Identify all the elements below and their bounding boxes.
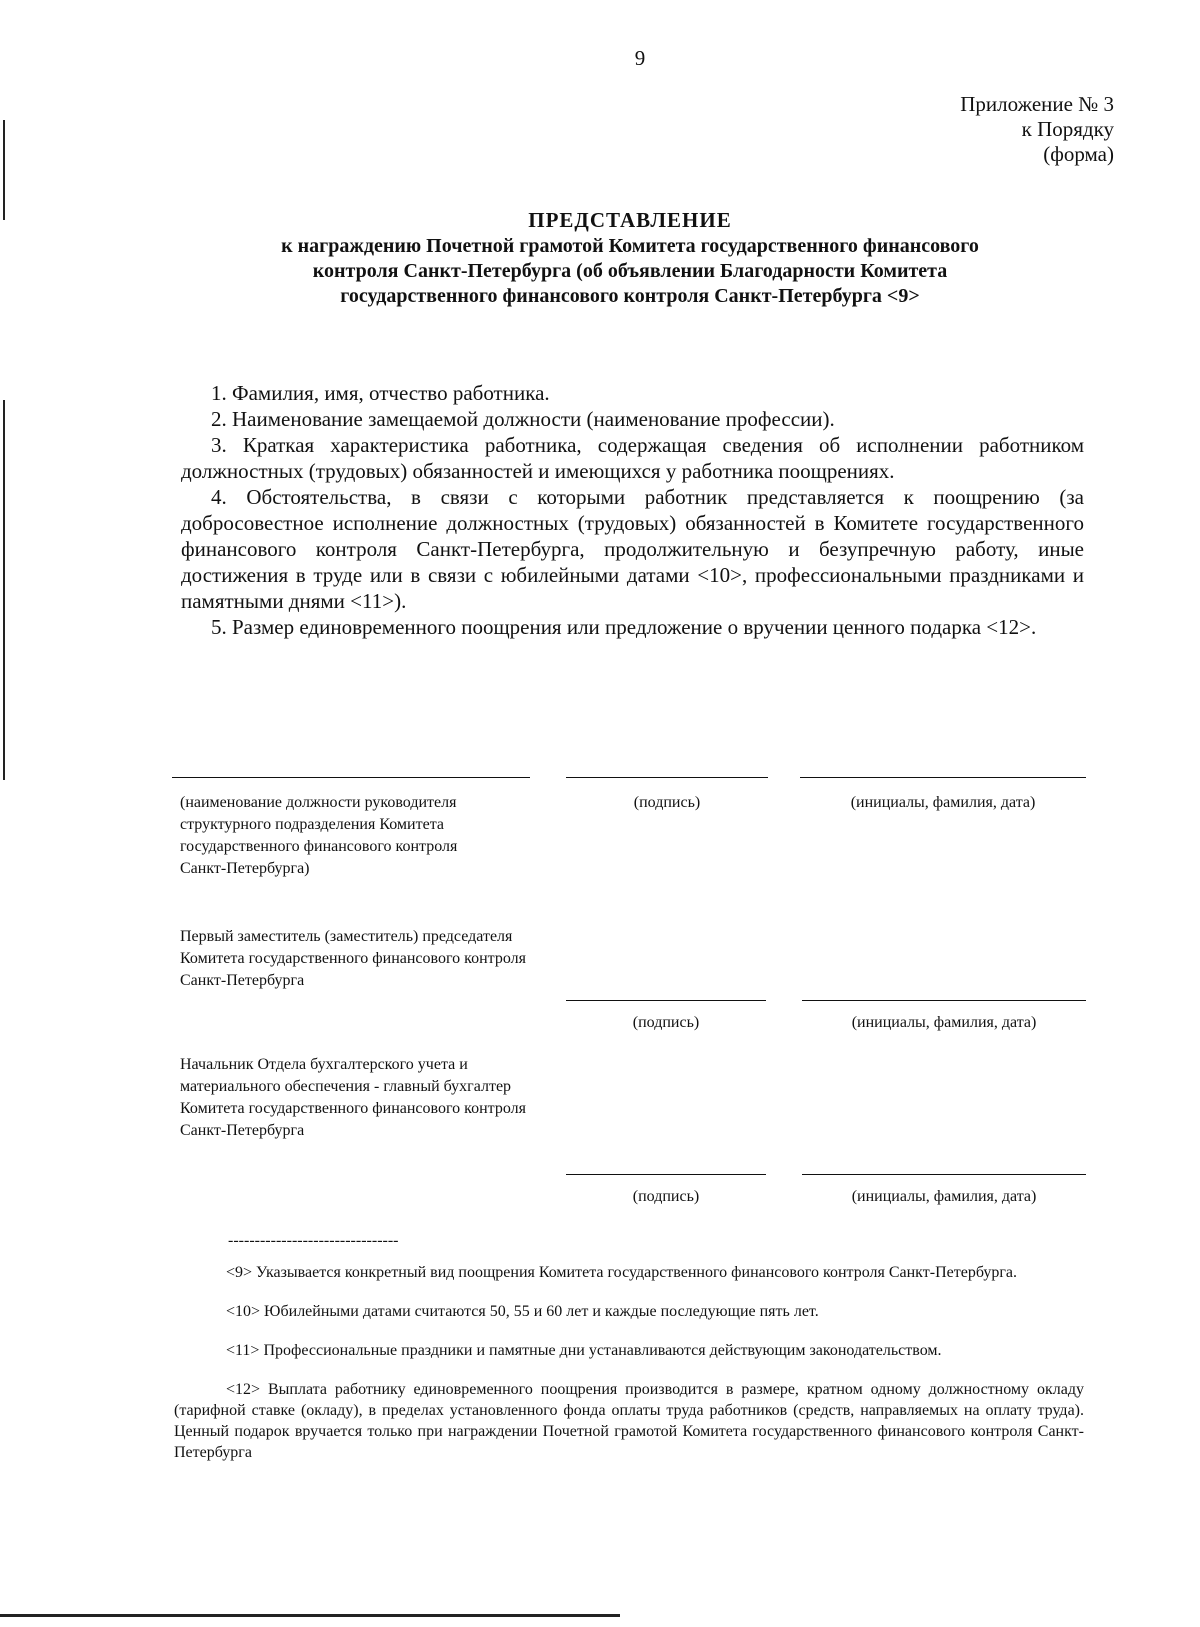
footnote: <9> Указывается конкретный вид поощрения Комитета государственного финансового контроля Санкт-Петербурга.	[226, 1264, 1018, 1281]
title-main: ПРЕДСТАВЛЕНИЕ	[528, 208, 732, 232]
form-item: 1. Фамилия, имя, отчество работника.	[211, 381, 550, 405]
appendix-line: к Порядку	[1021, 117, 1114, 141]
signature-caption: (подпись)	[632, 1188, 700, 1205]
signature-line	[566, 777, 768, 778]
footnotes	[174, 1262, 1084, 1481]
appendix-line: Приложение № 3	[960, 92, 1114, 116]
appendix-note	[814, 92, 1114, 167]
appendix-line: (форма)	[1043, 142, 1114, 166]
signature-caption: (подпись)	[633, 794, 701, 811]
footnote: <11> Профессиональные праздники и памятные дни устанавливаются действующим законодательством.	[226, 1342, 942, 1359]
page-number: 9	[634, 46, 646, 70]
initials-line	[802, 1000, 1086, 1001]
footnote: <12> Выплата работнику единовременного поощрения производится в размере, кратном одному должностному окладу (тарифной ставке (окладу), в пределах установленного фонда оплаты труда работников (средств, направляемых на оплату труда). Ценный подарок вручается только при награждении Почетной грамотой Комитета государственного финансового контроля Санкт-Петербурга	[174, 1381, 1084, 1461]
initials-line	[800, 777, 1086, 778]
signature-caption: (подпись)	[632, 1014, 700, 1031]
form-item: 2. Наименование замещаемой должности (наименование профессии).	[211, 407, 835, 431]
initials-caption: (инициалы, фамилия, дата)	[850, 794, 1036, 811]
form-item: 3. Краткая характеристика работника, содержащая сведения об исполнении работником должностных (трудовых) обязанностей и имеющихся у работника поощрениях.	[181, 433, 1084, 483]
footnote-separator: --------------------------------	[228, 1232, 399, 1249]
position-caption: (наименование должности руководителя структурного подразделения Комитета государственного финансового контроля Санкт-Петербурга)	[180, 794, 458, 877]
document-title	[150, 208, 1110, 309]
position-line	[172, 777, 530, 778]
scan-left-edge-mark	[3, 400, 5, 780]
signature-line	[566, 1000, 766, 1001]
form-item: 5. Размер единовременного поощрения или предложение о вручении ценного подарка <12>.	[211, 615, 1037, 639]
scan-left-edge-mark	[3, 120, 5, 220]
footnote: <10> Юбилейными датами считаются 50, 55 и 60 лет и каждые последующие пять лет.	[226, 1303, 819, 1320]
title-line: контроля Санкт-Петербурга (об объявлении Благодарности Комитета	[312, 260, 948, 282]
title-line: государственного финансового контроля Санкт-Петербурга <9>	[340, 285, 920, 307]
accountant-label: Начальник Отдела бухгалтерского учета и материального обеспечения - главный бухгалтер Комитета государственного финансового контроля Санкт-Петербурга	[180, 1056, 526, 1139]
form-item: 4. Обстоятельства, в связи с которыми работник представляется к поощрению (за добросовестное исполнение должностных (трудовых) обязанностей в Комитете государственного финансового контроля Санкт-Петербурга, продолжительную и безупречную работу, иные достижения в труде или в связи с юбилейными датами <10>, профессиональными праздниками и памятными днями <11>).	[181, 485, 1084, 613]
form-items	[181, 380, 1084, 640]
scan-bottom-edge-mark	[0, 1614, 620, 1617]
title-line: к награждению Почетной грамотой Комитета государственного финансового	[281, 235, 979, 257]
initials-caption: (инициалы, фамилия, дата)	[851, 1188, 1037, 1205]
signature-line	[566, 1174, 766, 1175]
deputy-label: Первый заместитель (заместитель) председателя Комитета государственного финансового контроля Санкт-Петербурга	[180, 928, 526, 989]
initials-line	[802, 1174, 1086, 1175]
initials-caption: (инициалы, фамилия, дата)	[851, 1014, 1037, 1031]
